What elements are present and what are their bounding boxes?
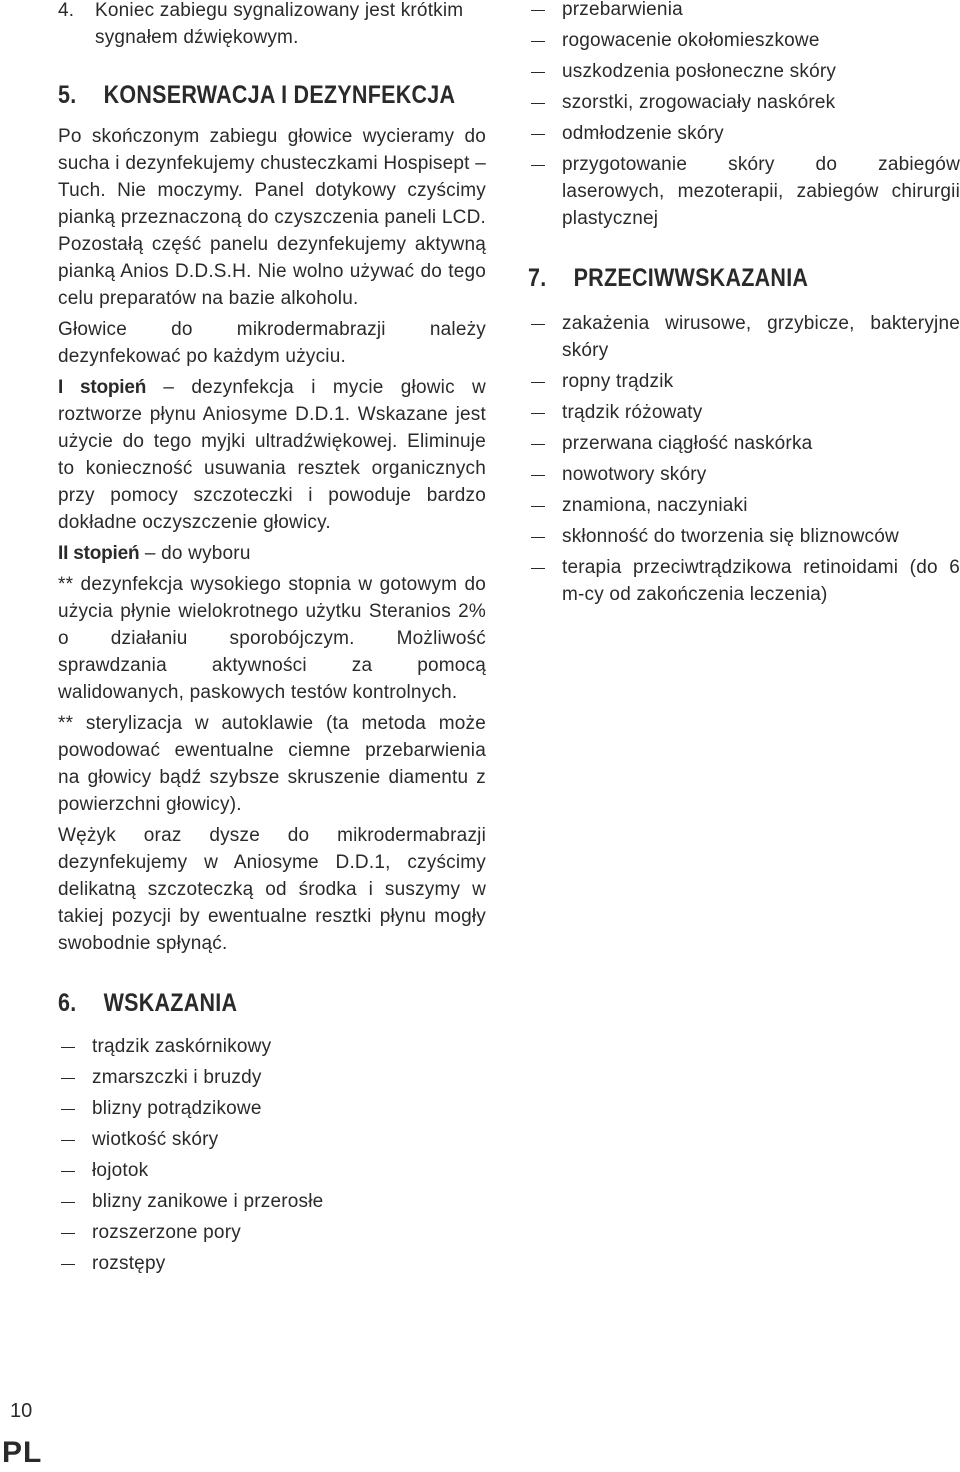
stage-2-paragraph [58,540,486,567]
step-4-text: Koniec zabiegu sygnalizowany jest krótkim sygnałem dźwiękowym. [95,0,464,48]
list-item: zakażenia wirusowe, grzybicze, bakteryjne skóry [528,310,960,364]
high-level-disinfection-paragraph: ** dezynfekcja wysokiego stopnia w gotowym do użycia płynie wielokrotnego użytku Steranios 2% o działaniu sporobójczym. Możliwość sprawdzania aktywności za pomocą walidowanych, paskowych testów kontrolnych. [58,574,486,703]
left-column [58,0,486,1281]
list-item: odmłodzenie skóry [528,120,960,147]
section-5-number: 5. [58,81,77,109]
list-item: trądzik zaskórnikowy [58,1033,486,1060]
list-item: zmarszczki i bruzdy [58,1064,486,1091]
language-code: PL [2,1436,43,1469]
section-7-number: 7. [528,264,547,292]
list-item: rozszerzone pory [58,1219,486,1246]
step-4-number: 4. [58,0,75,21]
list-item: blizny zanikowe i przerosłe [58,1188,486,1215]
section-6-number: 6. [58,989,77,1017]
list-item: terapia przeciwtrądzikowa retinoidami (do 6 m-cy od zakończenia leczenia) [528,554,960,608]
list-item: znamiona, naczyniaki [528,492,960,519]
section-6-heading [58,987,426,1019]
list-item: nowotwory skóry [528,461,960,488]
list-item: wiotkość skóry [58,1126,486,1153]
list-item: przerwana ciągłość naskórka [528,430,960,457]
stage-1-label: I stopień [58,377,147,398]
contraindications-list [528,310,960,608]
stage-1-paragraph [58,374,486,536]
section-5-heading [58,79,456,111]
stage-2-label: II stopień [58,543,140,564]
list-item: przygotowanie skóry do zabiegów laserowych, mezoterapii, zabiegów chirurgii plastycznej [528,151,960,232]
section-7-title: PRZECIWWSKAZANIA [573,264,809,292]
heads-disinfection-paragraph: Głowice do mikrodermabrazji należy dezynfekować po każdym użyciu. [58,319,486,367]
list-item: szorstki, zrogowaciały naskórek [528,89,960,116]
indications-list [58,1033,486,1277]
list-item: przebarwienia [528,0,960,23]
list-item: uszkodzenia posłoneczne skóry [528,58,960,85]
list-item: trądzik różowaty [528,399,960,426]
list-item: rozstępy [58,1250,486,1277]
indications-list-continued [528,0,960,232]
page-number: 10 [10,1400,33,1422]
stage-2-text: – do wyboru [139,543,251,564]
section-5-title: KONSERWACJA I DEZYNFEKCJA [103,81,456,109]
list-item: ropny trądzik [528,368,960,395]
section-6-title: WSKAZANIA [103,989,238,1017]
maintenance-paragraph: Po skończonym zabiegu głowice wycieramy do sucha i dezynfekujemy chusteczkami Hospisept – Tuch. Nie moczymy. Panel dotykowy czyścimy pianką przeznaczoną do czyszczenia paneli LCD. Pozostałą część panelu dezynfekujemy aktywną pianką Anios D.D.S.H. Nie wolno używać do tego celu preparatów na bazie alkoholu. [58,126,486,309]
section-7-heading [528,262,900,294]
list-item: łojotok [58,1157,486,1184]
list-item: blizny potrądzikowe [58,1095,486,1122]
hose-paragraph: Wężyk oraz dysze do mikrodermabrazji dezynfekujemy w Aniosyme D.D.1, czyścimy delikatną szczoteczką od środka i suszymy w takiej pozycji by ewentualne resztki płynu mogły swobodnie spłynąć. [58,825,486,954]
autoclave-paragraph: ** sterylizacja w autoklawie (ta metoda może powodować ewentualne ciemne przebarwienia na głowicy bądź szybsze skruszenie diamentu z powierzchni głowicy). [58,713,486,815]
step-4 [58,0,486,51]
stage-1-text: – dezynfekcja i mycie głowic w roztworze płynu Aniosyme D.D.1. Wskazane jest użycie do tego myjki ultradźwiękowej. Eliminuje to konieczność usuwania resztek organicznych przy pomocy szczoteczki i powoduje bardzo dokładne oczyszczenie głowicy. [58,377,486,533]
list-item: skłonność do tworzenia się bliznowców [528,523,960,550]
right-column [528,0,960,612]
list-item: rogowacenie okołomieszkowe [528,27,960,54]
